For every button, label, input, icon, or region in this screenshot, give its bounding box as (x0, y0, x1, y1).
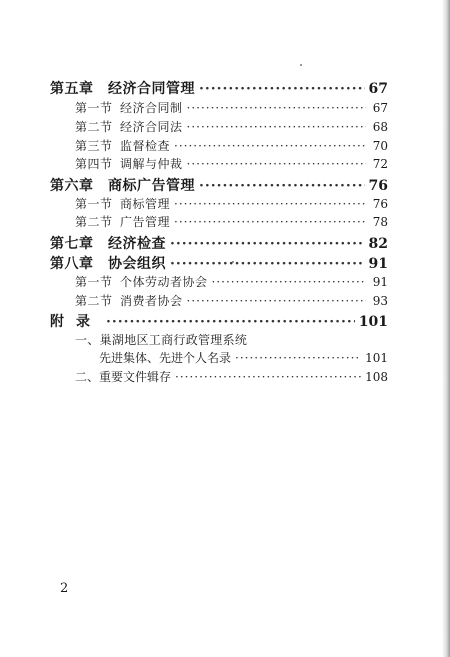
toc-chapter-7 (50, 233, 388, 253)
section-number: 第一节 (75, 275, 113, 289)
appendix-item-1-line-2 (99, 349, 388, 366)
dot-leader (187, 101, 366, 115)
chapter-title: 第六章 商标广告管理 (50, 178, 195, 194)
page-number: 101 (358, 314, 388, 330)
section-title: 消费者协会 (120, 294, 183, 308)
dot-leader (212, 275, 366, 289)
appendix-item-title: 先进集体、先进个人名录 (99, 351, 232, 365)
dot-leader (106, 314, 355, 330)
page-number: 108 (365, 370, 388, 384)
page-number: 67 (372, 101, 388, 115)
section-number: 第一节 (75, 197, 113, 211)
toc-section (75, 99, 388, 116)
dot-leader (187, 120, 366, 134)
toc-appendix (50, 311, 388, 331)
section-number: 第三节 (75, 139, 113, 153)
toc-chapter-8 (50, 253, 388, 273)
dot-leader (174, 215, 366, 229)
toc-section (75, 155, 388, 172)
dot-leader (174, 139, 366, 153)
section-title: 经济合同法 (120, 120, 183, 134)
page-number: 70 (372, 139, 388, 153)
dot-leader (187, 157, 366, 171)
section-number: 第二节 (75, 215, 113, 229)
toc-section (75, 213, 388, 230)
toc-section (75, 137, 388, 154)
section-number: 第二节 (75, 294, 113, 308)
page-footer-number: 2 (60, 581, 69, 596)
toc-section (75, 292, 388, 309)
toc-chapter-5 (50, 78, 388, 98)
page-number: 76 (372, 197, 388, 211)
page-number: 91 (368, 256, 388, 272)
dot-leader (170, 236, 365, 252)
section-number: 第四节 (75, 157, 113, 171)
page-number: 82 (368, 236, 388, 252)
print-speck (300, 64, 302, 66)
page-number: 101 (365, 351, 388, 365)
appendix-title: 附录 (50, 314, 102, 330)
dot-leader (175, 370, 361, 384)
appendix-item-title: 二、重要文件辑存 (75, 370, 172, 384)
section-title: 商标管理 (120, 197, 171, 211)
section-title: 广告管理 (120, 215, 171, 229)
section-title: 个体劳动者协会 (120, 275, 208, 289)
chapter-title: 第八章 协会组织 (50, 256, 166, 272)
page-number: 78 (372, 215, 388, 229)
section-number: 第一节 (75, 101, 113, 115)
page-number: 68 (372, 120, 388, 134)
page-number: 67 (368, 81, 388, 97)
page-number: 76 (368, 178, 388, 194)
page-number: 72 (372, 157, 388, 171)
dot-leader (235, 351, 361, 365)
dot-leader (187, 294, 366, 308)
section-title: 经济合同制 (120, 101, 183, 115)
dot-leader (170, 256, 365, 272)
print-speck (232, 261, 234, 263)
toc-chapter-6 (50, 175, 388, 195)
dot-leader (199, 178, 365, 194)
toc-section (75, 195, 388, 212)
section-title: 调解与仲裁 (120, 157, 183, 171)
appendix-item-2 (75, 368, 388, 385)
section-number: 第二节 (75, 120, 113, 134)
appendix-item-1-line-1: 一、巢湖地区工商行政管理系统 (75, 333, 248, 347)
page-number: 91 (372, 275, 388, 289)
dot-leader (199, 81, 365, 97)
chapter-title: 第五章 经济合同管理 (50, 81, 195, 97)
page-number: 93 (372, 294, 388, 308)
toc-section (75, 273, 388, 290)
chapter-title: 第七章 经济检查 (50, 236, 166, 252)
section-title: 监督检查 (120, 139, 171, 153)
toc-section (75, 118, 388, 135)
dot-leader (174, 197, 366, 211)
